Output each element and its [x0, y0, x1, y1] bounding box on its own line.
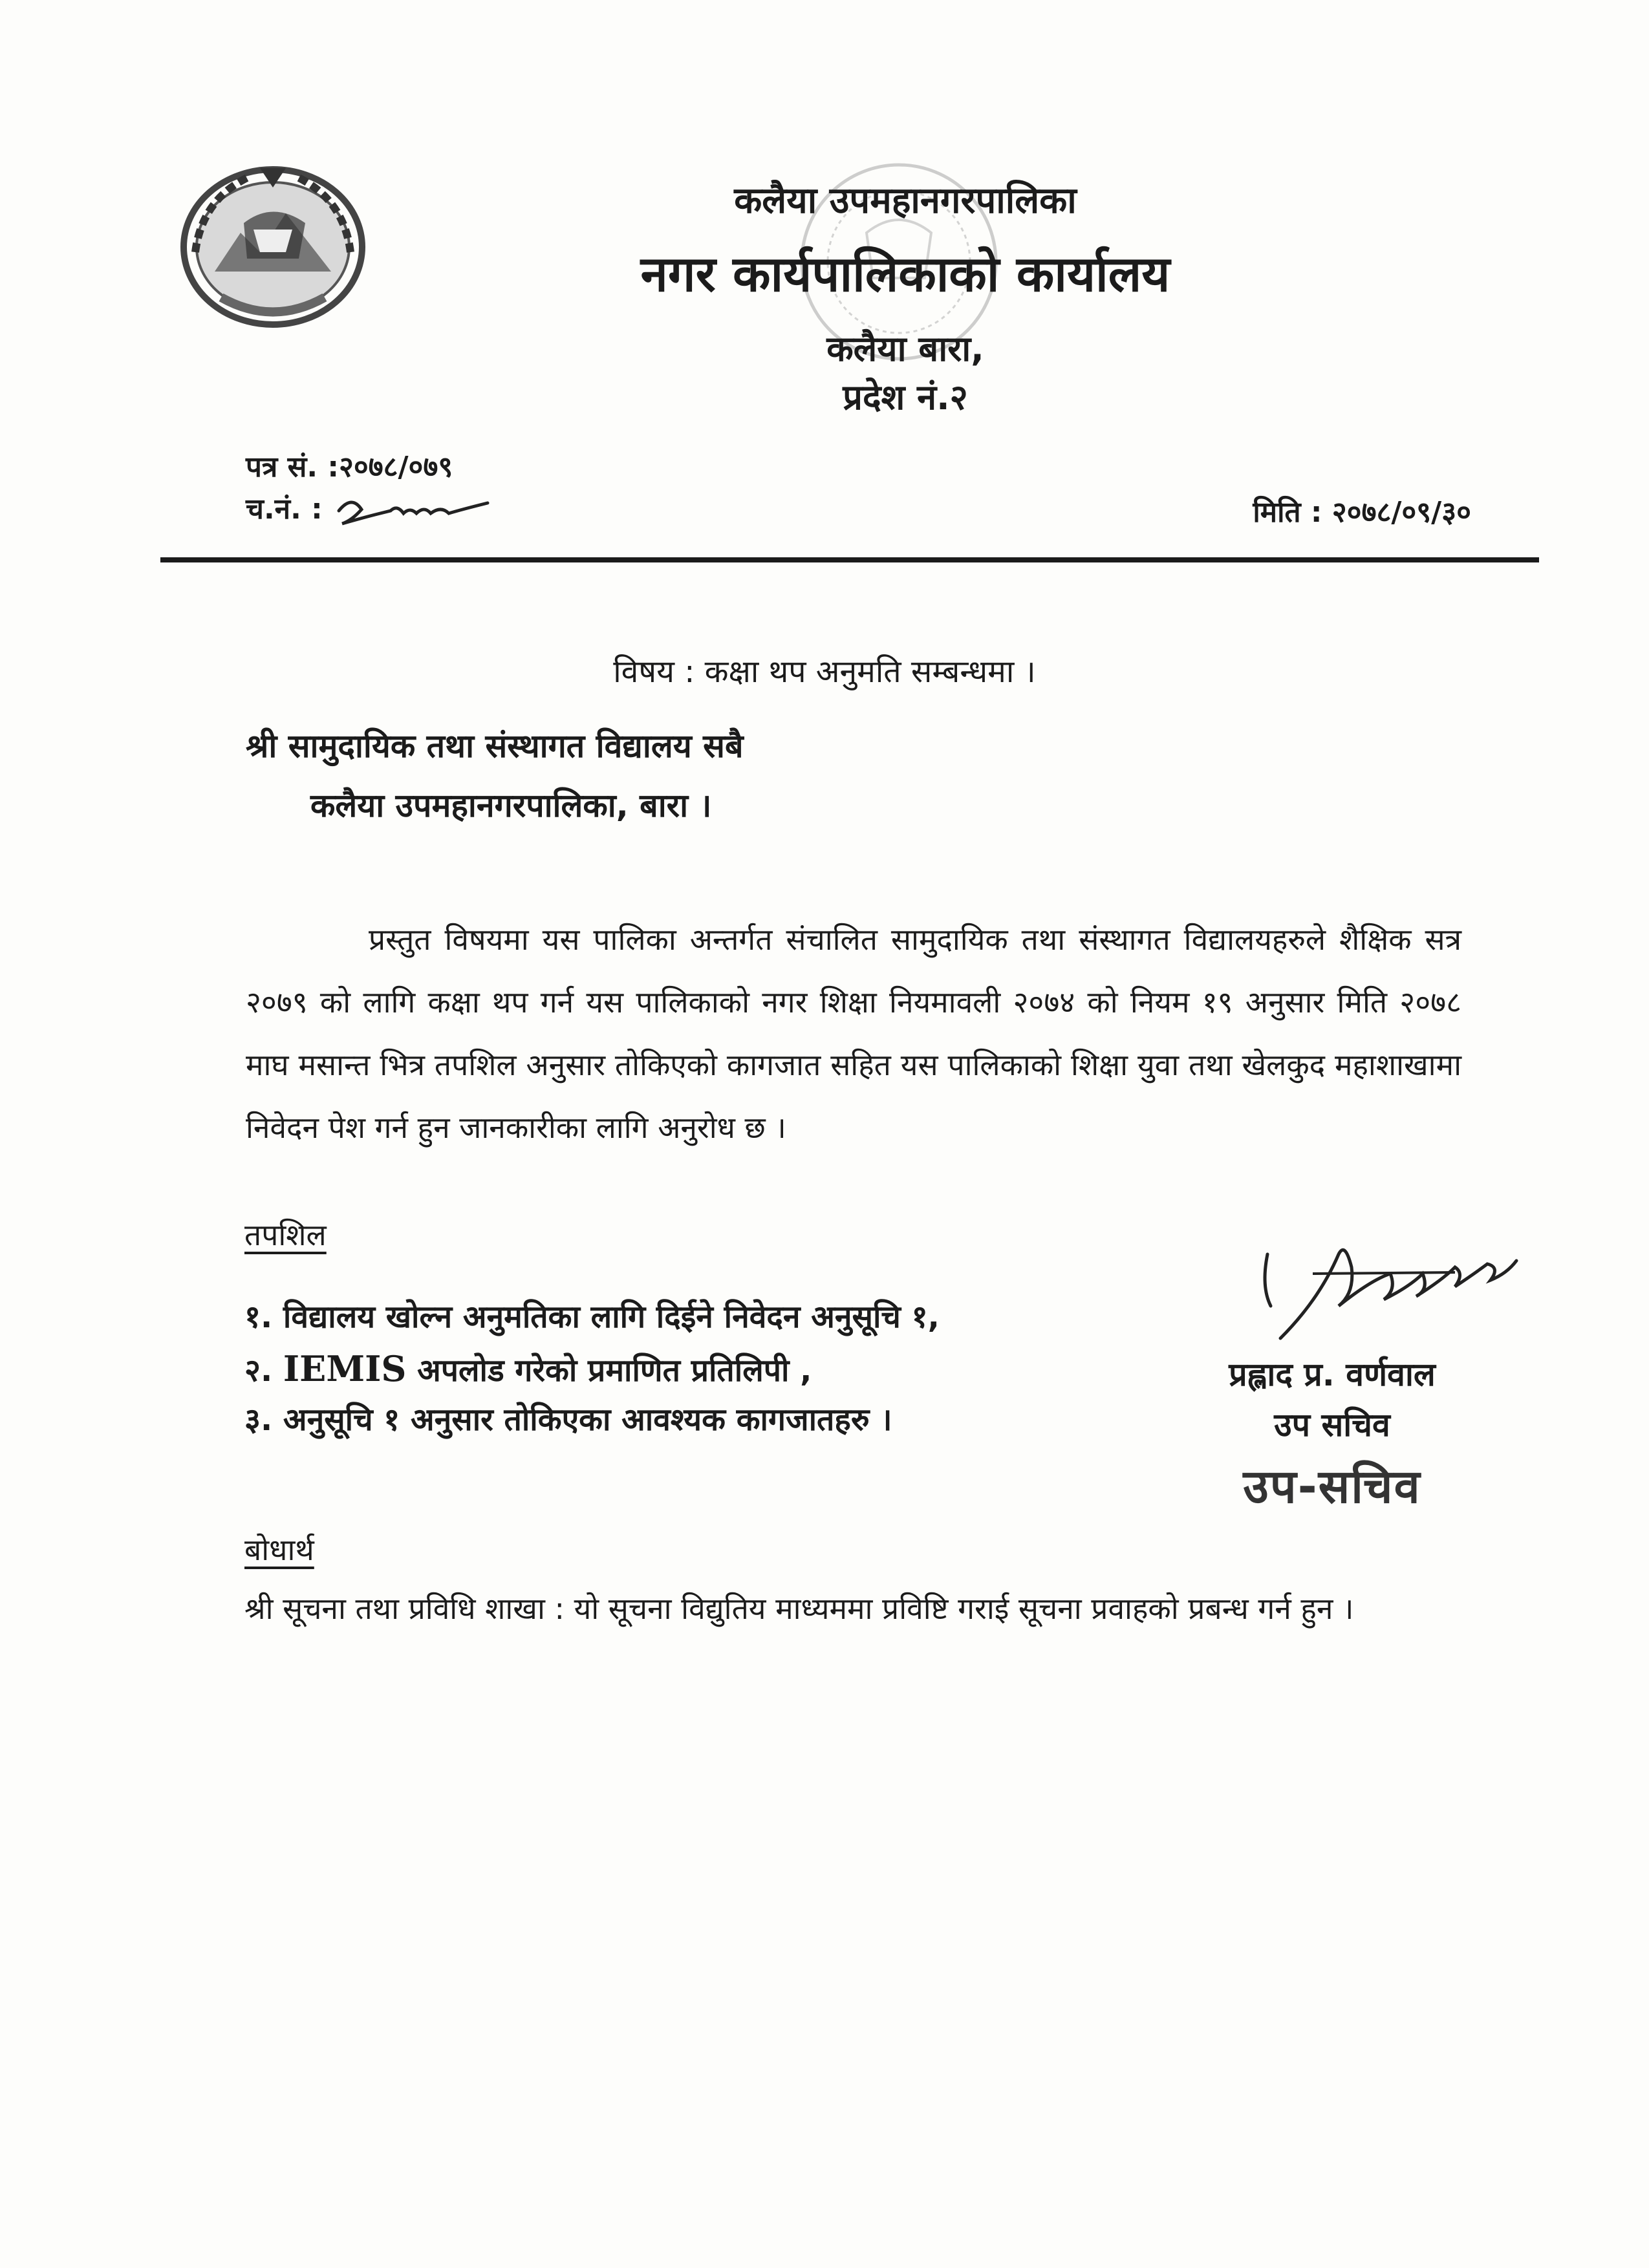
- addressee-line-2: कलैया उपमहानगरपालिका, बारा ।: [310, 787, 712, 824]
- office-name: नगर कार्यपालिकाको कार्यालय: [640, 245, 1170, 303]
- government-emblem-icon: [176, 162, 370, 333]
- list-item: [244, 1348, 812, 1391]
- signatory-name: प्रह्लाद प्र. वर्णवाल: [1229, 1356, 1436, 1393]
- cc-heading: बोधार्थ: [244, 1532, 314, 1567]
- dispatch-number: [246, 488, 501, 530]
- handwritten-number-icon: [332, 491, 501, 530]
- header-divider: [160, 557, 1539, 562]
- office-location: कलैया बारा,: [826, 328, 984, 369]
- list-item: ३. अनुसूचि १ अनुसार तोकिएका आवश्यक कागजातहरु ।: [244, 1402, 892, 1438]
- iemis-label: IEMIS: [283, 1348, 407, 1389]
- letter-date: मिति : २०७८/०९/३०: [1253, 496, 1471, 529]
- details-heading: तपशिल: [244, 1217, 327, 1252]
- addressee-line-1: श्री सामुदायिक तथा संस्थागत विद्यालय सबै: [246, 727, 744, 765]
- letter-subject: विषय : कक्षा थप अनुमति सम्बन्धमा ।: [613, 654, 1036, 690]
- province-number: प्रदेश नं.२: [843, 377, 968, 418]
- dispatch-label: च.नं. :: [246, 493, 323, 526]
- list-item-text: अपलोड गरेको प्रमाणित प्रतिलिपी ,: [406, 1353, 812, 1389]
- designation-stamp: उप-सचिव: [1243, 1459, 1421, 1514]
- cc-text: श्री सूचना तथा प्रविधि शाखा : यो सूचना विद्युतिय माध्यममा प्रविष्टि गराई सूचना प्रवाहको प्रबन्ध गर्न हुन ।: [244, 1591, 1354, 1626]
- signature-icon: [1242, 1228, 1526, 1351]
- signatory-title: उप सचिव: [1274, 1406, 1390, 1444]
- letter-body: प्रस्तुत विषयमा यस पालिका अन्तर्गत संचालित सामुदायिक तथा संस्थागत विद्यालयहरुले शैक्षिक सत्र २०७९ को लागि कक्षा थप गर्न यस पालिकाको नगर शिक्षा नियमावली २०७४ को नियम १९ अनुसार मिति २०७८ माघ मसान्त भित्र तपशिल अनुसार तोकिएको कागजात सहित यस पालिकाको शिक्षा युवा तथा खेलकुद महाशाखामा निवेदन पेश गर्न हुन जानकारीका लागि अनुरोध छ ।: [246, 922, 1461, 1145]
- list-item: १. विद्यालय खोल्न अनुमतिका लागि दिईने निवेदन अनुसूचि १,: [244, 1299, 940, 1335]
- letter-number: पत्र सं. :२०७८/०७९: [246, 451, 453, 484]
- municipality-name: कलैया उपमहानगरपालिका: [734, 180, 1077, 222]
- list-item-prefix: २.: [244, 1353, 283, 1389]
